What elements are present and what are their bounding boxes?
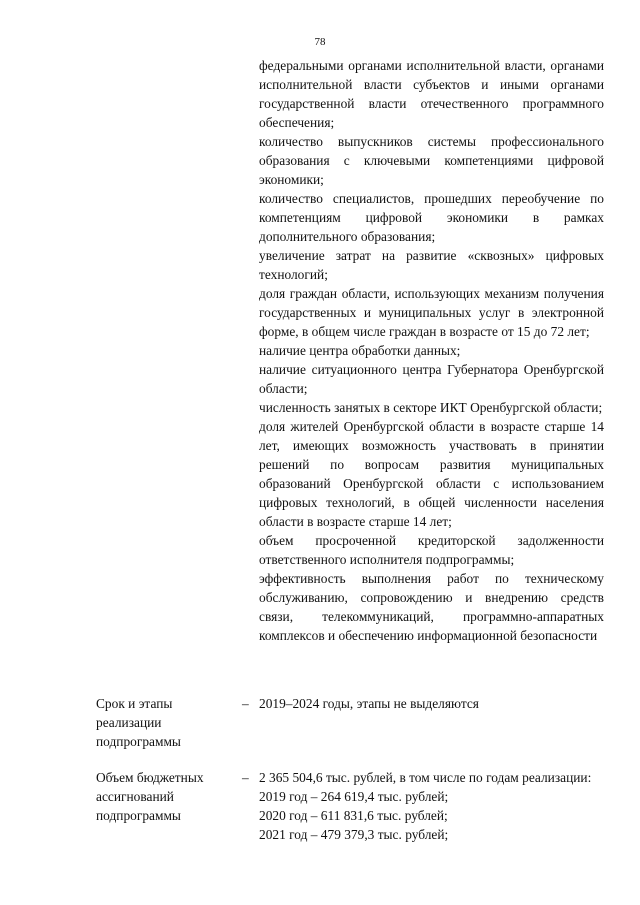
indicator-item: численность занятых в секторе ИКТ Оренбургской области; xyxy=(259,400,603,415)
budget-value xyxy=(259,768,604,844)
indicator-item: объем просроченной кредиторской задолженности ответственного исполнителя подпрограммы; xyxy=(259,533,604,567)
indicator-item: наличие центра обработки данных; xyxy=(259,343,461,358)
indicators-list xyxy=(259,56,604,645)
term-value: 2019–2024 годы, этапы не выделяются xyxy=(259,696,479,711)
indicator-item: количество специалистов, прошедших переобучение по компетенциям цифровой экономики в рамках дополнительного образования; xyxy=(259,191,604,244)
term-label: Срок и этапы реализации подпрограммы xyxy=(96,696,181,749)
indicator-item: увеличение затрат на развитие «сквозных» цифровых технологий; xyxy=(259,248,604,282)
term-dash: – xyxy=(242,696,249,711)
budget-intro: 2 365 504,6 тыс. рублей, в том числе по годам реализации: xyxy=(259,770,592,785)
indicator-item: эффективность выполнения работ по техническому обслуживанию, сопровождению и внедрению средств связи, телекоммуникаций, программно-аппаратных комплексов и обеспечению информационной безопасности xyxy=(259,571,604,643)
indicator-item: доля жителей Оренбургской области в возрасте старше 14 лет, имеющих возможность участвовать в принятии решений по вопросам развития муниципальных образований Оренбургской области с использованием цифровых технологий, в общей численности населения области в возрасте старше 14 лет; xyxy=(259,419,604,529)
page-number: 78 xyxy=(314,36,326,48)
budget-year-row: 2020 год – 611 831,6 тыс. рублей; xyxy=(259,808,448,823)
indicator-item: наличие ситуационного центра Губернатора Оренбургской области; xyxy=(259,362,604,396)
indicator-item: федеральными органами исполнительной власти, органами исполнительной власти субъектов и иными органами государственной власти отечественного программного обеспечения; xyxy=(259,58,604,130)
budget-dash: – xyxy=(242,770,249,785)
budget-label: Объем бюджетных ассигнований подпрограммы xyxy=(96,770,204,823)
indicator-item: количество выпускников системы профессионального образования с ключевыми компетенциями цифровой экономики; xyxy=(259,134,604,187)
budget-year-row: 2019 год – 264 619,4 тыс. рублей; xyxy=(259,789,449,804)
indicator-item: доля граждан области, использующих механизм получения государственных и муниципальных услуг в электронной форме, в общем числе граждан в возрасте от 15 до 72 лет; xyxy=(259,286,604,339)
budget-year-row: 2021 год – 479 379,3 тыс. рублей; xyxy=(259,827,449,842)
